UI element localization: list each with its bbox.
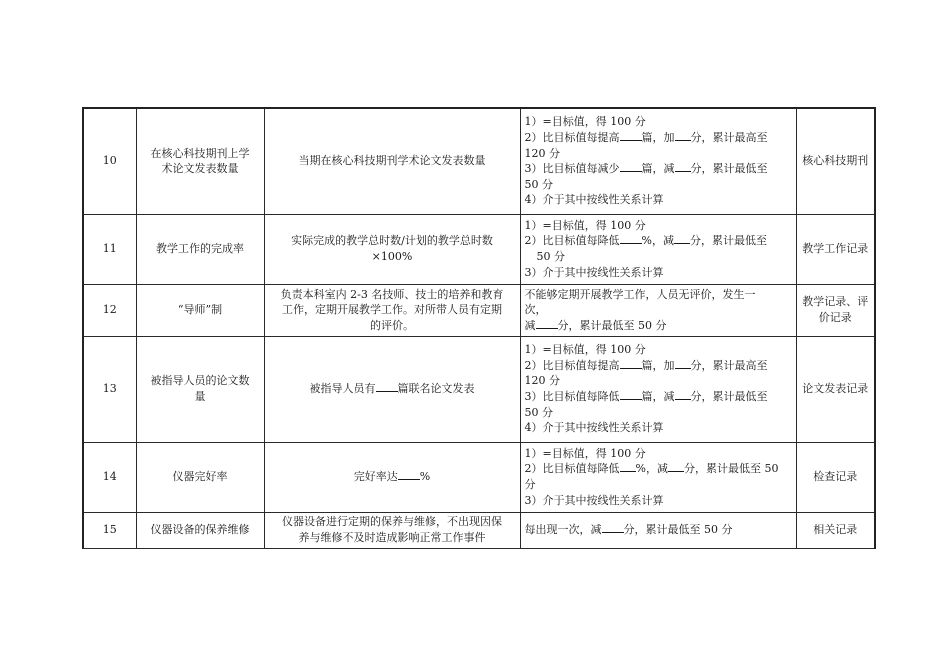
scoring-criteria: 每出现一次，减 分，累计最低至 50 分	[520, 512, 796, 548]
data-source: 相关记录	[796, 512, 875, 548]
data-source: 论文发表记录	[796, 336, 875, 442]
scoring-criteria: 1）=目标值，得 100 分 2）比目标值每提高 篇，加 分，累计最高至 120 分 3）比目标值每减少 篇，减 分，累计最低至 50 分 4）介于其中按线性关系计算	[520, 108, 796, 214]
row-number: 15	[83, 512, 136, 548]
table-row	[83, 214, 875, 284]
indicator-name: “导师”制	[136, 284, 264, 336]
indicator-name: 在核心科技期刊上学 术论文发表数量	[136, 108, 264, 214]
indicator-name: 仪器完好率	[136, 442, 264, 512]
table-row	[83, 284, 875, 336]
indicator-definition: 当期在核心科技期刊学术论文发表数量	[264, 108, 520, 214]
data-source: 核心科技期刊	[796, 108, 875, 214]
row-number: 12	[83, 284, 136, 336]
indicator-definition: 实际完成的教学总时数/计划的教学总时数 ×100%	[264, 214, 520, 284]
indicator-definition: 负责本科室内 2-3 名技师、技士的培养和教育 工作，定期开展教学工作。对所带人员有定期 的评价。	[264, 284, 520, 336]
indicator-definition: 仪器设备进行定期的保养与维修，不出现因保 养与维修不及时造成影响正常工作事件	[264, 512, 520, 548]
row-number: 13	[83, 336, 136, 442]
indicator-name: 被指导人员的论文数 量	[136, 336, 264, 442]
scoring-criteria: 不能够定期开展教学工作，人员无评价，发生一 次， 减 分，累计最低至 50 分	[520, 284, 796, 336]
row-number: 10	[83, 108, 136, 214]
data-source: 检查记录	[796, 442, 875, 512]
row-number: 14	[83, 442, 136, 512]
table-row	[83, 108, 875, 214]
indicator-definition: 完好率达 %	[264, 442, 520, 512]
indicator-name: 仪器设备的保养维修	[136, 512, 264, 548]
table-row	[83, 512, 875, 548]
indicator-name: 教学工作的完成率	[136, 214, 264, 284]
table-row	[83, 442, 875, 512]
row-number: 11	[83, 214, 136, 284]
table-row	[83, 336, 875, 442]
scoring-criteria: 1）=目标值，得 100 分 2）比目标值每提高 篇，加 分，累计最高至 120 分 3）比目标值每降低 篇，减 分，累计最低至 50 分 4）介于其中按线性关系计算	[520, 336, 796, 442]
scoring-criteria: 1）=目标值，得 100 分 2）比目标值每降低 %，减 分，累计最低至 50 分 3）介于其中按线性关系计算	[520, 214, 796, 284]
indicator-definition: 被指导人员有 篇联名论文发表	[264, 336, 520, 442]
scoring-criteria: 1）=目标值，得 100 分 2）比目标值每降低 %，减 分，累计最低至 50 分 3）介于其中按线性关系计算	[520, 442, 796, 512]
data-source: 教学记录、评 价记录	[796, 284, 875, 336]
kpi-table	[82, 107, 876, 549]
data-source: 教学工作记录	[796, 214, 875, 284]
